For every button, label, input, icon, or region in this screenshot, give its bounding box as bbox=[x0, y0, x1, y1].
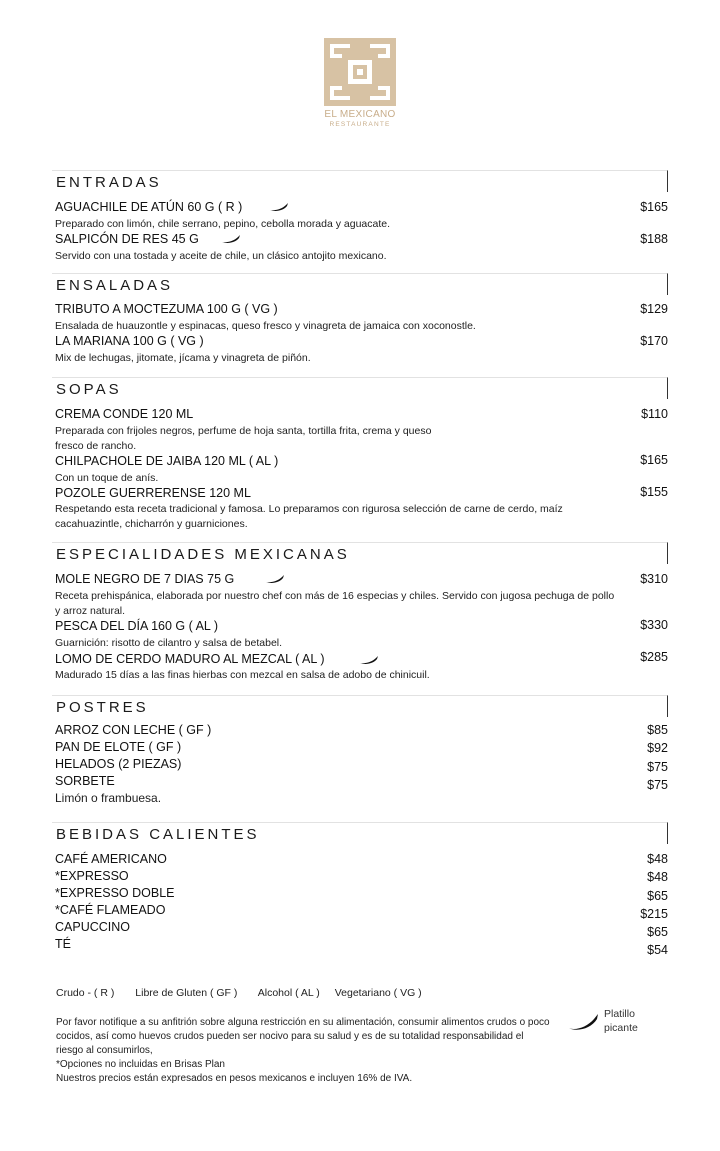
brand-subtitle: RESTAURANTE bbox=[329, 121, 391, 128]
legend-alcohol: Alcohol ( AL ) bbox=[257, 987, 320, 999]
menu-item-description: Receta prehispánica, elaborada por nuestro chef con más de 16 especias y chiles. Servido con jugosa pechuga de pollo y arroz natural. bbox=[55, 590, 615, 617]
menu-item-price: $110 bbox=[641, 407, 668, 421]
menu-item-name: LA MARIANA 100 G ( VG ) bbox=[55, 334, 204, 348]
chili-pepper-icon bbox=[359, 655, 379, 665]
menu-item-price: $170 bbox=[640, 334, 668, 348]
menu-item-name: *EXPRESSO bbox=[55, 869, 129, 883]
spicy-legend-line2: picante bbox=[604, 1022, 638, 1034]
section-especialidades-header bbox=[52, 542, 668, 564]
section-bebidas-header bbox=[52, 822, 668, 844]
menu-item-name: LOMO DE CERDO MADURO AL MEZCAL ( AL ) bbox=[55, 652, 325, 666]
chili-pepper-icon bbox=[265, 574, 285, 584]
legend-crudo: Crudo - ( R ) bbox=[56, 987, 115, 999]
restaurant-logo bbox=[324, 38, 396, 142]
chili-pepper-legend-icon bbox=[567, 1012, 599, 1032]
menu-item-price: $165 bbox=[640, 453, 668, 467]
menu-item-name: SORBETE bbox=[55, 774, 115, 788]
menu-item-description: Madurado 15 días a las finas hierbas con mezcal en salsa de adobo de chinicuil. bbox=[55, 669, 430, 681]
menu-item-name: CAPUCCINO bbox=[55, 920, 131, 934]
section-sopas-header bbox=[52, 377, 668, 399]
menu-item-name: HELADOS (2 PIEZAS) bbox=[55, 757, 182, 771]
section-title: SOPAS bbox=[56, 381, 122, 398]
menu-item-name: PESCA DEL DÍA 160 G ( AL ) bbox=[55, 619, 219, 633]
menu-item-name: POZOLE GUERRERENSE 120 ML bbox=[55, 486, 251, 500]
section-title: ENSALADAS bbox=[56, 277, 174, 294]
section-title: ENTRADAS bbox=[56, 174, 162, 191]
menu-item-description: Servido con una tostada y aceite de chile, un clásico antojito mexicano. bbox=[55, 250, 387, 262]
dietary-legend bbox=[56, 987, 440, 999]
note-prices: Nuestros precios están expresados en pesos mexicanos e incluyen 16% de IVA. bbox=[56, 1073, 413, 1084]
menu-item-description: Mix de lechugas, jitomate, jícama y vinagreta de piñón. bbox=[55, 352, 311, 364]
menu-item-description: Preparada con frijoles negros, perfume de hoja santa, tortilla frita, crema y queso fresco de rancho. bbox=[55, 425, 432, 452]
menu-item-price: $129 bbox=[640, 302, 668, 316]
menu-item-name: AGUACHILE DE ATÚN 60 G ( R ) bbox=[55, 200, 243, 214]
section-postres-header bbox=[52, 695, 668, 717]
logo-mark-icon bbox=[324, 38, 396, 106]
menu-item-description: Preparado con limón, chile serrano, pepino, cebolla morada y aguacate. bbox=[55, 218, 391, 230]
menu-item-price: $85 bbox=[647, 723, 668, 737]
menu-item-name: MOLE NEGRO DE 7 DIAS 75 G bbox=[55, 572, 235, 586]
menu-item-name: TÉ bbox=[55, 937, 71, 951]
brand-name: EL MEXICANO bbox=[324, 109, 396, 120]
menu-item-price: $54 bbox=[647, 943, 668, 957]
section-title: BEBIDAS CALIENTES bbox=[56, 826, 260, 843]
menu-item-name: SALPICÓN DE RES 45 G bbox=[55, 232, 199, 246]
section-ensaladas-header bbox=[52, 273, 668, 295]
menu-item-price: $155 bbox=[640, 485, 668, 499]
menu-item-name: PAN DE ELOTE ( GF ) bbox=[55, 740, 182, 754]
menu-item-price: $75 bbox=[647, 760, 668, 774]
menu-item-name: CHILPACHOLE DE JAIBA 120 ML ( AL ) bbox=[55, 454, 279, 468]
legend-vegetariano: Vegetariano ( VG ) bbox=[334, 987, 422, 999]
chili-pepper-icon bbox=[221, 234, 241, 244]
menu-item-description: Con un toque de anís. bbox=[55, 472, 159, 484]
menu-item-price: $310 bbox=[640, 572, 668, 586]
section-title: ESPECIALIDADES MEXICANAS bbox=[56, 546, 350, 563]
menu-item-name: *CAFÉ FLAMEADO bbox=[55, 903, 166, 917]
menu-item-price: $65 bbox=[647, 925, 668, 939]
menu-item-name: CREMA CONDE 120 ML bbox=[55, 407, 194, 421]
chili-pepper-icon bbox=[269, 202, 289, 212]
menu-item-price: $188 bbox=[640, 232, 668, 246]
menu-item-price: $215 bbox=[640, 907, 668, 921]
menu-item-price: $165 bbox=[640, 200, 668, 214]
menu-item-price: $48 bbox=[647, 852, 668, 866]
menu-item-price: $92 bbox=[647, 741, 668, 755]
note-brisas-plan: *Opciones no incluidas en Brisas Plan bbox=[56, 1059, 225, 1070]
menu-item-price: $330 bbox=[640, 618, 668, 632]
note-allergy: Por favor notifique a su anfitrión sobre alguna restricción en su alimentación, consumir alimentos crudos o poco cocidos, así como huevos crudos pueden ser nocivo para su salud y es de su totalidad responsabilidad el riesgo al consumirlos, bbox=[56, 1017, 550, 1056]
menu-item-name: *EXPRESSO DOBLE bbox=[55, 886, 175, 900]
spicy-legend-line1: Platillo bbox=[604, 1008, 635, 1020]
section-entradas-header bbox=[52, 170, 668, 192]
menu-item-description: Limón o frambuesa. bbox=[55, 791, 162, 805]
section-title: POSTRES bbox=[56, 699, 149, 716]
spicy-legend-label bbox=[604, 1007, 664, 1035]
menu-item-name: CAFÉ AMERICANO bbox=[55, 852, 167, 866]
menu-item-description: Guarnición: risotto de cilantro y salsa de betabel. bbox=[55, 637, 283, 649]
menu-item-description: Ensalada de huauzontle y espinacas, queso fresco y vinagreta de jamaica con xoconostle. bbox=[55, 320, 476, 332]
menu-item-name: TRIBUTO A MOCTEZUMA 100 G ( VG ) bbox=[55, 302, 278, 316]
menu-item-price: $75 bbox=[647, 778, 668, 792]
menu-item-price: $48 bbox=[647, 870, 668, 884]
menu-item-price: $285 bbox=[640, 650, 668, 664]
legend-gluten: Libre de Gluten ( GF ) bbox=[135, 987, 238, 999]
menu-item-description: Respetando esta receta tradicional y famosa. Lo preparamos con rigurosa selección de carne de cerdo, maíz cacahuazintle, chicharrón y guarniciones. bbox=[55, 503, 563, 530]
menu-item-name: ARROZ CON LECHE ( GF ) bbox=[55, 723, 212, 737]
menu-notes bbox=[56, 1016, 551, 1086]
menu-item-price: $65 bbox=[647, 889, 668, 903]
